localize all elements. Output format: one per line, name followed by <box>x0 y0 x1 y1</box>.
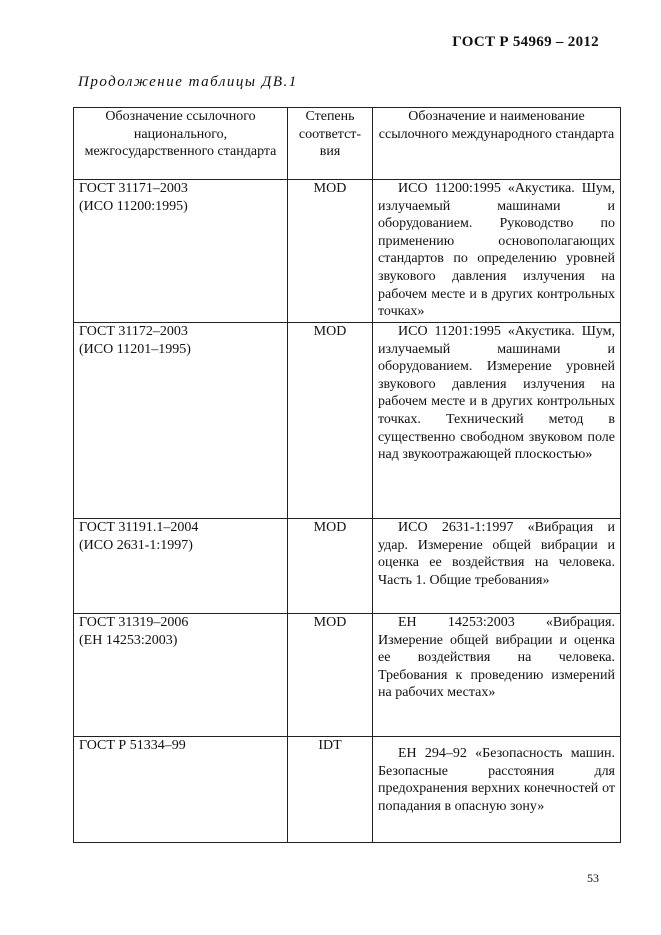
page-number: 53 <box>587 871 599 885</box>
document-code: ГОСТ Р 54969 – 2012 <box>452 34 599 50</box>
conformity-degree: MOD <box>288 519 373 614</box>
international-standard: ЕН 14253:2003 «Вибрация. Измерение общей вибрации и оценка ее воздействия на человека. Требования к проведению измерений на рабочих местах» <box>373 614 621 737</box>
table-row <box>74 519 621 614</box>
conformity-degree: MOD <box>288 180 373 323</box>
reference-standards-table <box>73 107 621 843</box>
national-standard-source: (ИСО 11201–1995) <box>79 341 191 357</box>
national-standard-code: ГОСТ 31191.1–2004 <box>79 520 199 535</box>
national-standard-cell <box>74 180 288 323</box>
table-header-row <box>74 108 621 180</box>
national-standard-cell <box>74 323 288 519</box>
table-row <box>74 614 621 737</box>
column-header-national: Обозначение ссылочного национального, межгосударственного стандарта <box>74 108 288 180</box>
column-header-degree: Степень соответст-вия <box>288 108 373 180</box>
national-standard-code: ГОСТ 31319–2006 <box>79 615 189 630</box>
table-caption: Продолжение таблицы ДВ.1 <box>78 74 298 90</box>
international-standard: ИСО 11200:1995 «Акустика. Шум, излучаемый машинами и оборудованием. Руководство по применению основополагающих стандартов по определению уровней звукового давления излучения на рабочем месте и в других контрольных точках» <box>373 180 621 323</box>
table-row <box>74 180 621 323</box>
conformity-degree: MOD <box>288 323 373 519</box>
international-standard: ЕН 294–92 «Безопасность машин. Безопасные расстояния для предохранения верхних конечностей от попадания в опасную зону» <box>373 737 621 843</box>
national-standard-source: (ИСО 2631-1:1997) <box>79 537 193 553</box>
national-standard-cell <box>74 737 288 843</box>
table-row <box>74 323 621 519</box>
national-standard-code: ГОСТ 31172–2003 <box>79 324 188 339</box>
conformity-degree: MOD <box>288 614 373 737</box>
column-header-international: Обозначение и наименование ссылочного международного стандарта <box>373 108 621 180</box>
national-standard-cell <box>74 519 288 614</box>
international-standard: ИСО 2631-1:1997 «Вибрация и удар. Измерение общей вибрации и оценка ее воздействия на человека. Часть 1. Общие требования» <box>373 519 621 614</box>
national-standard-cell <box>74 614 288 737</box>
national-standard-code: ГОСТ Р 51334–99 <box>79 738 186 753</box>
table-row <box>74 737 621 843</box>
national-standard-source: (ИСО 11200:1995) <box>79 198 188 214</box>
conformity-degree: IDT <box>288 737 373 843</box>
national-standard-code: ГОСТ 31171–2003 <box>79 181 188 196</box>
international-standard: ИСО 11201:1995 «Акустика. Шум, излучаемый машинами и оборудованием. Измерение уровней звукового давления излучения на рабочем месте и в других контрольных точках. Технический метод в существенно свободном звуковом поле над звукоотражающей плоскостью» <box>373 323 621 519</box>
national-standard-source: (ЕН 14253:2003) <box>79 632 178 648</box>
